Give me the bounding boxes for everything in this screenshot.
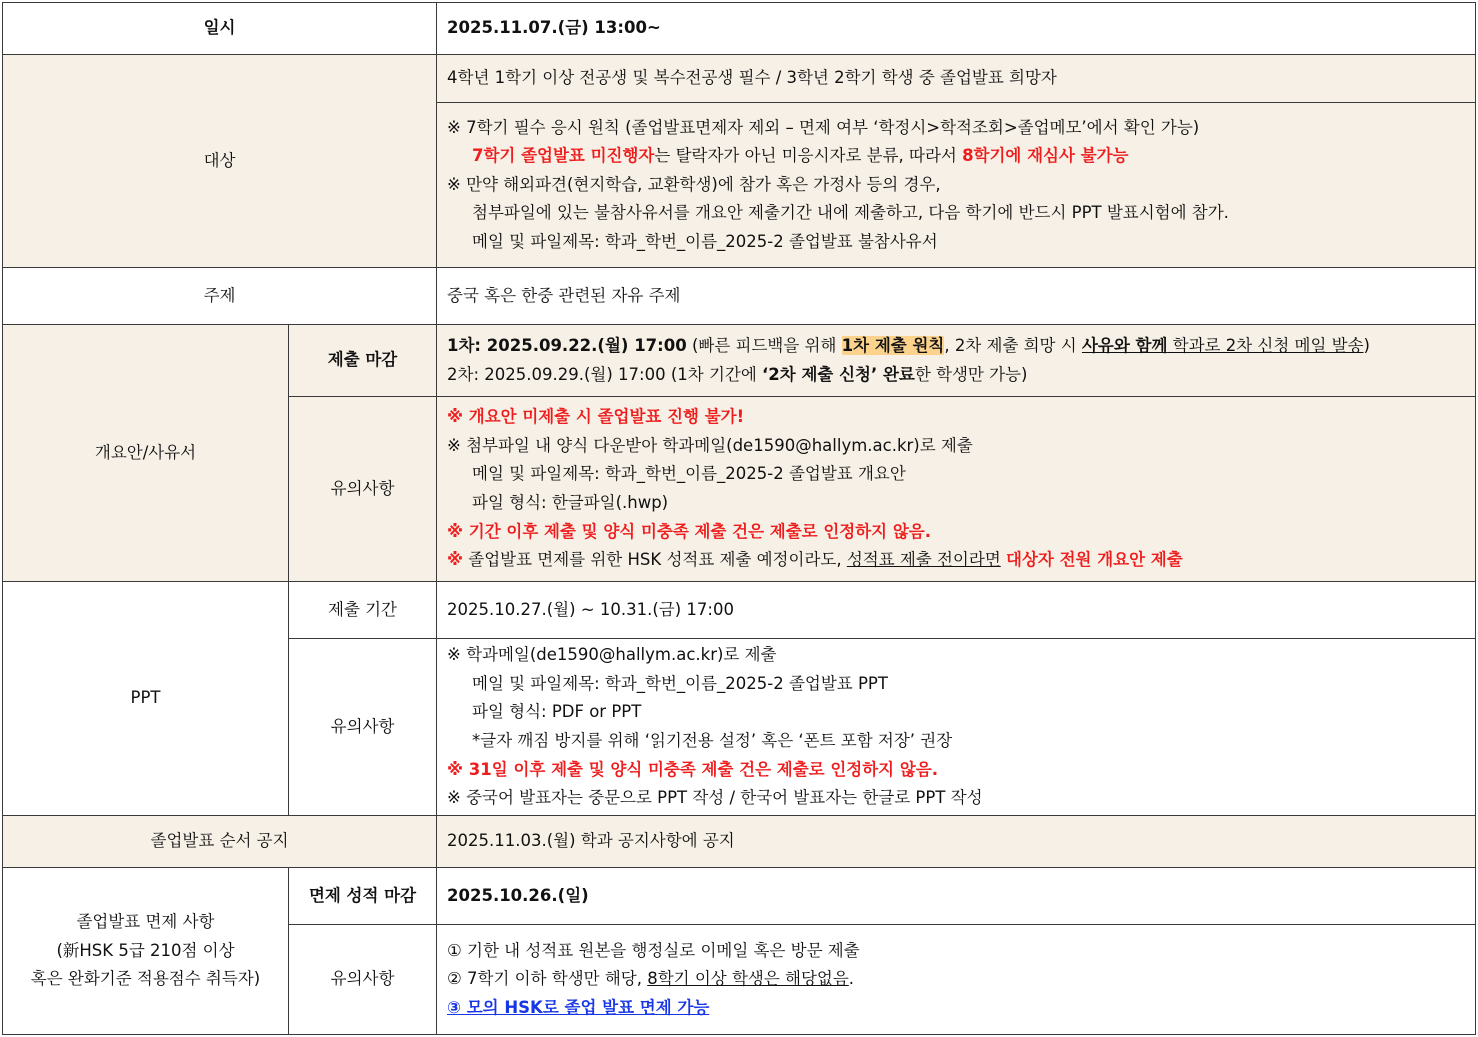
target-note-4: 첨부파일에 있는 불참사유서를 개요안 제출기간 내에 제출하고, 다음 학기에 반드시 PPT 발표시험에 참가. bbox=[472, 203, 1229, 223]
ppt-note-4: *글자 깨짐 방지를 위해 ‘읽기전용 설정’ 혹은 ‘폰트 포함 저장’ 권장 bbox=[472, 731, 953, 750]
outline-deadline-label: 제출 마감 bbox=[289, 325, 437, 397]
outline-notes bbox=[437, 397, 1476, 582]
row-target-main bbox=[3, 55, 1476, 103]
outline-deadline-2: 2차: 2025.09.29.(월) 17:00 (1차 기간에 ‘2차 제출 신청’ 완료한 학생만 가능) bbox=[447, 364, 1028, 384]
date-label: 일시 bbox=[3, 3, 437, 55]
target-note-5: 메일 및 파일제목: 학과_학번_이름_2025-2 졸업발표 불참사유서 bbox=[472, 231, 938, 251]
ppt-period: 2025.10.27.(월) ~ 10.31.(금) 17:00 bbox=[437, 582, 1476, 639]
topic-value: 중국 혹은 한중 관련된 자유 주제 bbox=[437, 268, 1476, 325]
exempt-label-2: (新HSK 5급 210점 이상 bbox=[56, 940, 235, 960]
exempt-deadline: 2025.10.26.(일) bbox=[437, 868, 1476, 925]
outline-deadline-1: 1차: 2025.09.22.(월) 17:00 (빠른 피드백을 위해 1차 제출 원칙, 2차 제출 희망 시 사유와 함께 학과로 2차 신청 메일 발송) bbox=[447, 335, 1370, 355]
exempt-label-3: 혹은 완화기준 적용점수 취득자) bbox=[30, 969, 261, 989]
outline-note-2: ※ 첨부파일 내 양식 다운받아 학과메일(de1590@hallym.ac.kr)로 제출 bbox=[447, 435, 973, 455]
row-order bbox=[3, 816, 1476, 868]
exempt-deadline-label: 면제 성적 마감 bbox=[289, 868, 437, 925]
target-notes bbox=[437, 103, 1476, 268]
exempt-note-2: ② 7학기 이하 학생만 해당, 8학기 이상 학생은 해당없음. bbox=[447, 969, 855, 989]
date-value: 2025.11.07.(금) 13:00~ bbox=[437, 3, 1476, 55]
ppt-note-2: 메일 및 파일제목: 학과_학번_이름_2025-2 졸업발표 PPT bbox=[472, 673, 888, 693]
ppt-label: PPT bbox=[3, 582, 289, 816]
ppt-note-6: ※ 중국어 발표자는 중문으로 PPT 작성 / 한국어 발표자는 한글로 PPT 작성 bbox=[447, 788, 983, 808]
target-note-1: ※ 7학기 필수 응시 원칙 (졸업발표면제자 제외 – 면제 여부 ‘학정시>학적조회>졸업메모’에서 확인 가능) bbox=[447, 117, 1200, 137]
target-note-2: 7학기 졸업발표 미진행자는 탈락자가 아닌 미응시자로 분류, 따라서 8학기에 재심사 불가능 bbox=[472, 146, 1129, 166]
order-value: 2025.11.03.(월) 학과 공지사항에 공지 bbox=[437, 816, 1476, 868]
topic-label: 주제 bbox=[3, 268, 437, 325]
row-outline-deadline bbox=[3, 325, 1476, 397]
exempt-note-3 bbox=[447, 994, 1465, 1023]
target-label: 대상 bbox=[3, 55, 437, 268]
exempt-label bbox=[3, 868, 289, 1035]
outline-notes-label: 유의사항 bbox=[289, 397, 437, 582]
row-topic bbox=[3, 268, 1476, 325]
target-note-3: ※ 만약 해외파견(현지학습, 교환학생)에 참가 혹은 가정사 등의 경우, bbox=[447, 174, 941, 194]
exempt-notes-label: 유의사항 bbox=[289, 925, 437, 1035]
target-main: 4학년 1학기 이상 전공생 및 복수전공생 필수 / 3학년 2학기 학생 중 졸업발표 희망자 bbox=[437, 55, 1476, 103]
ppt-note-5: ※ 31일 이후 제출 및 양식 미충족 제출 건은 제출로 인정하지 않음. bbox=[447, 759, 939, 779]
order-label: 졸업발표 순서 공지 bbox=[3, 816, 437, 868]
outline-deadline bbox=[437, 325, 1476, 397]
outline-note-3: 메일 및 파일제목: 학과_학번_이름_2025-2 졸업발표 개요안 bbox=[472, 464, 906, 484]
row-date bbox=[3, 3, 1476, 55]
row-ppt-period bbox=[3, 582, 1476, 639]
outline-label: 개요안/사유서 bbox=[3, 325, 289, 582]
ppt-note-1: ※ 학과메일(de1590@hallym.ac.kr)로 제출 bbox=[447, 645, 777, 665]
ppt-period-label: 제출 기간 bbox=[289, 582, 437, 639]
mock-hsk-link[interactable]: ③ 모의 HSK로 졸업 발표 면제 가능 bbox=[447, 997, 710, 1017]
graduation-presentation-schedule-table bbox=[2, 2, 1476, 1035]
outline-note-6: ※ 졸업발표 면제를 위한 HSK 성적표 제출 예정이라도, 성적표 제출 전이라면 대상자 전원 개요안 제출 bbox=[447, 550, 1183, 570]
ppt-note-3: 파일 형식: PDF or PPT bbox=[472, 702, 642, 722]
outline-note-1: ※ 개요안 미제출 시 졸업발표 진행 불가! bbox=[447, 407, 745, 427]
outline-note-5: ※ 기간 이후 제출 및 양식 미충족 제출 건은 제출로 인정하지 않음. bbox=[447, 521, 931, 541]
outline-note-4: 파일 형식: 한글파일(.hwp) bbox=[472, 493, 669, 512]
exempt-note-1: ① 기한 내 성적표 원본을 행정실로 이메일 혹은 방문 제출 bbox=[447, 940, 860, 960]
exempt-notes bbox=[437, 925, 1476, 1035]
ppt-notes-label: 유의사항 bbox=[289, 639, 437, 816]
exempt-label-1: 졸업발표 면제 사항 bbox=[76, 912, 215, 932]
ppt-notes bbox=[437, 639, 1476, 816]
row-exempt-deadline bbox=[3, 868, 1476, 925]
